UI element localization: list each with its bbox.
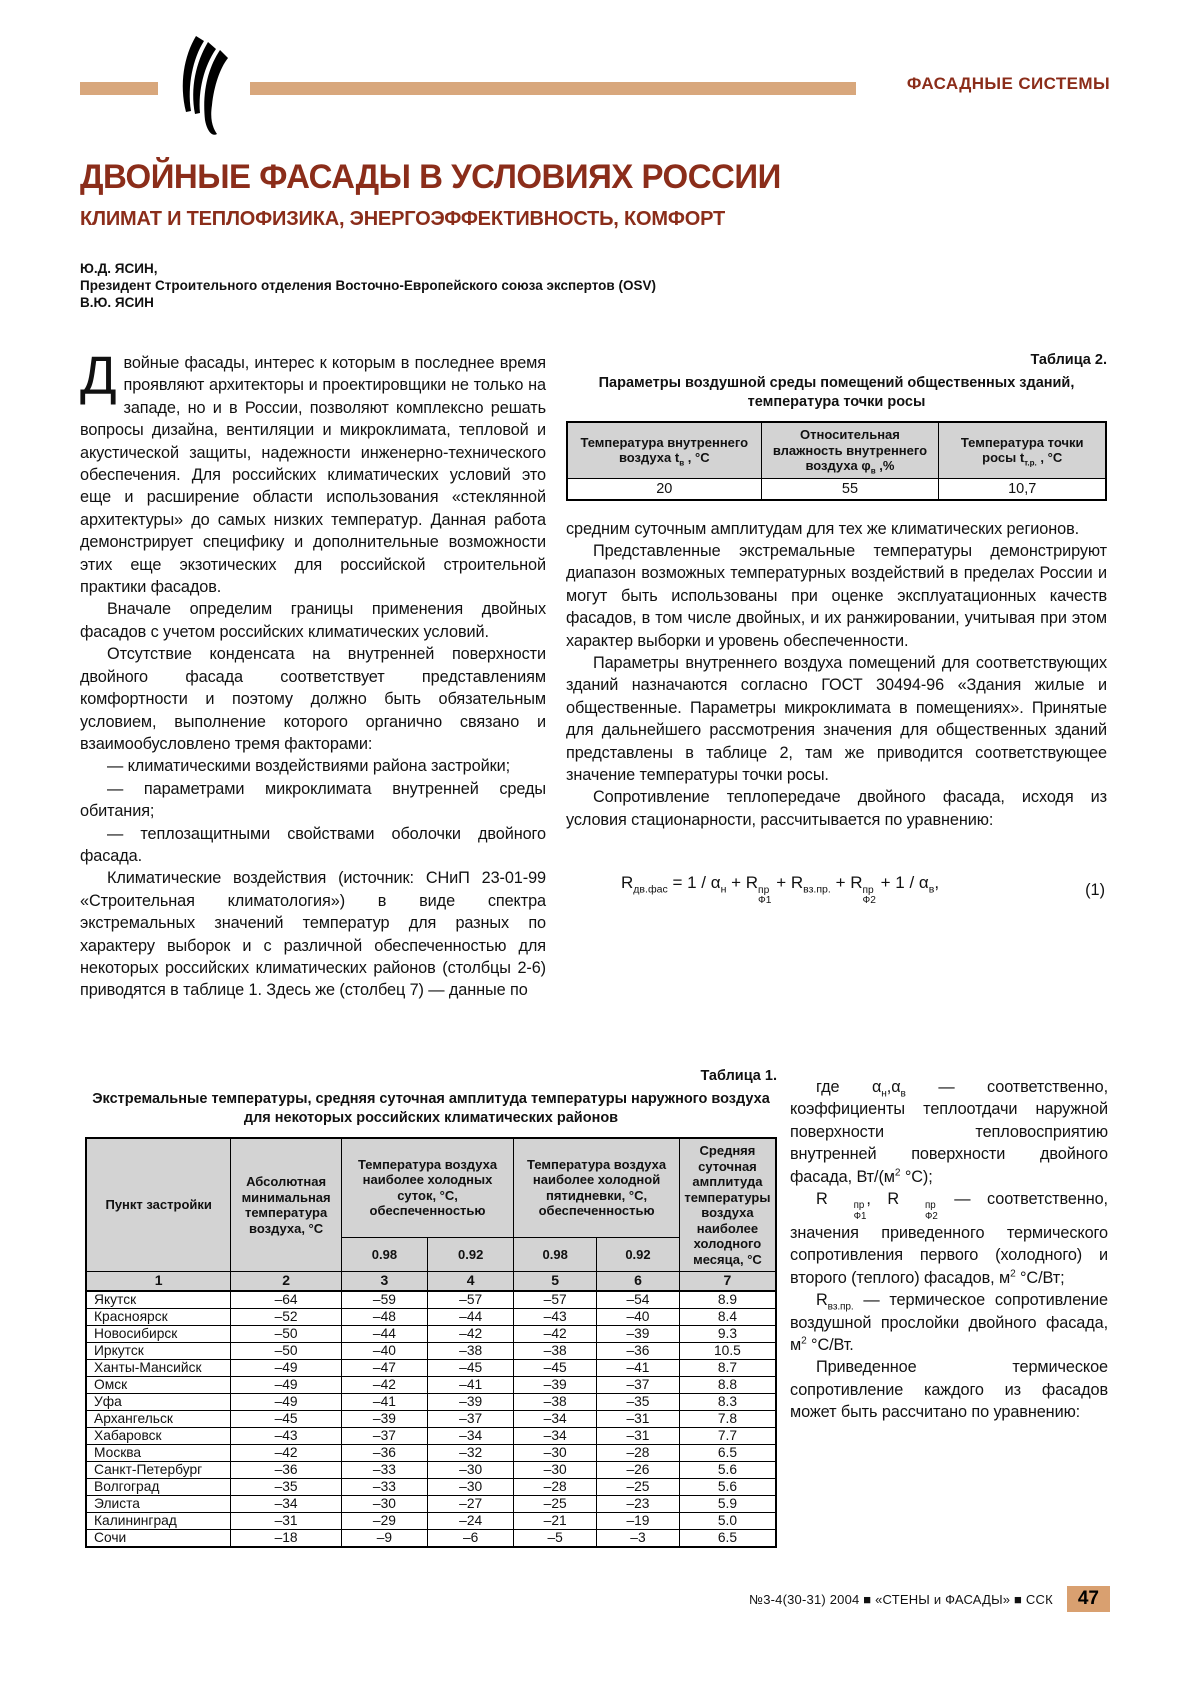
value-cell: –32 xyxy=(428,1444,514,1461)
value-cell: –34 xyxy=(428,1427,514,1444)
value-cell: –38 xyxy=(428,1342,514,1359)
paragraph: R пр Ф1 , R пр Ф2 — соответственно, значения приведенного термического сопротивления первого (холодного) и второго (теплого) фасадов, $м^2$ °С/Вт; xyxy=(790,1190,1108,1287)
column-number: 1 xyxy=(86,1272,231,1291)
list-item: — параметрами микроклимата внутренней среды обитания; xyxy=(80,779,546,821)
sub-header: 0.98 xyxy=(514,1237,597,1271)
page-number-badge: 47 xyxy=(1067,1586,1110,1612)
value-cell: –57 xyxy=(428,1291,514,1309)
value-cell: –28 xyxy=(597,1444,680,1461)
value-cell: 6.5 xyxy=(679,1529,776,1547)
value-cell: –30 xyxy=(428,1478,514,1495)
issue-info: №3-4(30-31) 2004 ■ «СТЕНЫ и ФАСАДЫ» ■ ССК xyxy=(749,1591,1053,1607)
paragraph: Приведенное термическое сопротивление каждого из фасадов может быть рассчитано по уравнению: xyxy=(790,1358,1108,1422)
value-cell: –37 xyxy=(597,1376,680,1393)
value-cell: –49 xyxy=(231,1359,341,1376)
page-subtitle: КЛИМАТ И ТЕПЛОФИЗИКА, ЭНЕРГОЭФФЕКТИВНОСТЬ, КОМФОРТ xyxy=(80,208,725,230)
publisher-logo-icon xyxy=(166,34,238,143)
table-row xyxy=(86,1461,776,1478)
value-cell: 8.9 xyxy=(679,1291,776,1309)
value-cell: –48 xyxy=(341,1308,427,1325)
column-number: 5 xyxy=(514,1272,597,1291)
equation-formula: $R_{дв.фас} = 1 / \alpha_н + R$ пр Ф1 + $R_{вз.пр.} + R$ пр Ф2 + $1 / \alpha_в$, xyxy=(621,873,940,907)
right-column xyxy=(566,352,1107,907)
value-cell: –3 xyxy=(597,1529,680,1547)
value-cell: –29 xyxy=(341,1512,427,1529)
value-cell: –30 xyxy=(341,1495,427,1512)
value-cell: –44 xyxy=(428,1308,514,1325)
value-cell: –57 xyxy=(514,1291,597,1309)
value-cell: –33 xyxy=(341,1478,427,1495)
value-cell: –39 xyxy=(428,1393,514,1410)
section-label: ФАСАДНЫЕ СИСТЕМЫ xyxy=(906,74,1110,93)
value-cell: –42 xyxy=(341,1376,427,1393)
value-cell: –18 xyxy=(231,1529,341,1547)
table-row xyxy=(86,1393,776,1410)
table-row xyxy=(86,1495,776,1512)
value-cell: –44 xyxy=(341,1325,427,1342)
value-cell: –38 xyxy=(514,1342,597,1359)
value-cell: –19 xyxy=(597,1512,680,1529)
value-cell: –39 xyxy=(341,1410,427,1427)
table1-body xyxy=(86,1291,776,1547)
value-cell: –33 xyxy=(341,1461,427,1478)
paragraph: Климатические воздействия (источник: СНиП 23-01-99 «Строительная климатология») в виде спектра экстремальных значений температур для разных по характеру выборок и с различной обеспеченностью для некоторых российских климатических районов (столбцы 2-6) приводятся в таблице 1. Здесь же (столбец 7) — данные по xyxy=(80,869,546,1000)
paragraph: Отсутствие конденсата на внутренней поверхности двойного фасада соответствует представлениям комфортности и поэтому должно быть обязательным условием, выполнение которого органично связано и взаимообусловлено тремя факторами: xyxy=(80,645,546,753)
city-cell: Калининград xyxy=(86,1512,231,1529)
value-cell: –31 xyxy=(597,1427,680,1444)
value-cell: 5.9 xyxy=(679,1495,776,1512)
value-cell: –42 xyxy=(231,1444,341,1461)
column-header: Температура внутреннего воздуха $t_в$ , °С xyxy=(567,422,761,478)
column-number: 7 xyxy=(679,1272,776,1291)
column-header: Пункт застройки xyxy=(86,1138,231,1272)
value-cell: –31 xyxy=(231,1512,341,1529)
page-title: ДВОЙНЫЕ ФАСАДЫ В УСЛОВИЯХ РОССИИ xyxy=(80,158,781,196)
value-cell: –40 xyxy=(341,1342,427,1359)
table1-caption: Экстремальные температуры, средняя суточная амплитуда температуры наружного воздуха для некоторых российских климатических районов xyxy=(92,1091,770,1126)
value-cell: –30 xyxy=(428,1461,514,1478)
equation-1 xyxy=(566,873,1107,907)
value-cell: –27 xyxy=(428,1495,514,1512)
value-cell: –34 xyxy=(514,1410,597,1427)
table-air-parameters xyxy=(566,421,1107,501)
column-header: Абсолютная минимальная температура воздуха, °С xyxy=(231,1138,341,1272)
column-header: Температура точки росы $t_{т.р.}$ , °С xyxy=(939,422,1106,478)
value-cell: –30 xyxy=(514,1444,597,1461)
paragraph: средним суточным амплитудам для тех же климатических регионов. xyxy=(566,519,1080,538)
value-cell: –45 xyxy=(428,1359,514,1376)
value-cell: 20 xyxy=(567,478,761,500)
table2-label: Таблица 2. xyxy=(1030,352,1107,368)
city-cell: Новосибирск xyxy=(86,1325,231,1342)
column-group-header: Температура воздуха наиболее холодной пятидневки, °С, обеспеченностью xyxy=(514,1138,680,1237)
value-cell: –52 xyxy=(231,1308,341,1325)
table-row xyxy=(86,1291,776,1309)
value-cell: –54 xyxy=(597,1291,680,1309)
city-cell: Ханты-Мансийск xyxy=(86,1359,231,1376)
table2-caption: Параметры воздушной среды помещений общественных зданий, температура точки росы xyxy=(598,375,1075,410)
value-cell: 7.8 xyxy=(679,1410,776,1427)
value-cell: –38 xyxy=(514,1393,597,1410)
value-cell: 10,7 xyxy=(939,478,1106,500)
author-line: В.Ю. ЯСИН xyxy=(80,295,154,310)
value-cell: –45 xyxy=(514,1359,597,1376)
column-number: 3 xyxy=(341,1272,427,1291)
value-cell: –28 xyxy=(514,1478,597,1495)
table-row xyxy=(86,1410,776,1427)
paragraph: где $\alpha_н,\alpha_в$ — соответственно, коэффициенты теплоотдачи наружной поверхности тепловосприятию внутренней поверхности двойного фасада, $Вт/(м^2$ °С); xyxy=(790,1078,1108,1186)
list-item: — климатическими воздействиями района застройки; xyxy=(107,757,511,776)
paragraph: Вначале определим границы применения двойных фасадов с учетом российских климатических условий. xyxy=(80,600,546,641)
city-cell: Омск xyxy=(86,1376,231,1393)
city-cell: Сочи xyxy=(86,1529,231,1547)
city-cell: Уфа xyxy=(86,1393,231,1410)
value-cell: –23 xyxy=(597,1495,680,1512)
value-cell: –34 xyxy=(514,1427,597,1444)
sub-header: 0.98 xyxy=(341,1237,427,1271)
drop-cap: Д xyxy=(80,346,117,406)
table-row xyxy=(86,1427,776,1444)
table-row xyxy=(86,1529,776,1547)
value-cell: –64 xyxy=(231,1291,341,1309)
paragraph: Параметры внутреннего воздуха помещений для соответствующих зданий назначаются согласно ГОСТ 30494-96 «Здания жилые и общественные. Параметры микроклимата в помещениях». Принятые для дальнейшего рассмотрения значения для общественных зданий представлены в таблице 2, там же приводится соответствующее значение температуры точки росы. xyxy=(566,653,1107,784)
value-cell: –21 xyxy=(514,1512,597,1529)
value-cell: –34 xyxy=(231,1495,341,1512)
table-row xyxy=(86,1342,776,1359)
value-cell: –39 xyxy=(597,1325,680,1342)
paragraph: $R_{вз.пр.}$ — термическое сопротивление воздушной прослойки двойного фасада, $м^2$ °С/Вт. xyxy=(790,1291,1108,1354)
table-row xyxy=(86,1478,776,1495)
column-header: Относительная влажность внутреннего воздуха $\varphi_в$ ,% xyxy=(761,422,939,478)
value-cell: –36 xyxy=(341,1444,427,1461)
value-cell: –43 xyxy=(231,1427,341,1444)
value-cell: –24 xyxy=(428,1512,514,1529)
value-cell: –42 xyxy=(428,1325,514,1342)
value-cell: –43 xyxy=(514,1308,597,1325)
city-cell: Элиста xyxy=(86,1495,231,1512)
value-cell: –49 xyxy=(231,1376,341,1393)
value-cell: 8.3 xyxy=(679,1393,776,1410)
value-cell: 8.4 xyxy=(679,1308,776,1325)
value-cell: –41 xyxy=(341,1393,427,1410)
value-cell: –41 xyxy=(428,1376,514,1393)
value-cell: –50 xyxy=(231,1325,341,1342)
value-cell: 55 xyxy=(761,478,939,500)
value-cell: –50 xyxy=(231,1342,341,1359)
table1-label: Таблица 1. xyxy=(700,1068,777,1084)
value-cell: –25 xyxy=(514,1495,597,1512)
equation-number: (1) xyxy=(1085,880,1105,899)
paragraph: Сопротивление теплопередаче двойного фасада, исходя из условия стационарности, рассчитывается по уравнению: xyxy=(566,788,1107,829)
value-cell: 10.5 xyxy=(679,1342,776,1359)
author-affiliation: Президент Строительного отделения Восточно-Европейского союза экспертов (OSV) xyxy=(80,278,656,293)
value-cell: –6 xyxy=(428,1529,514,1547)
paragraph: Представленные экстремальные температуры демонстрируют диапазон возможных температурных воздействий в пределах России и могут быть использованы при оценке эксплуатационных качеств фасадов, в том числе двойных, и их ранжировании, учитывая при этом характер выборки и уровень обеспеченности. xyxy=(566,541,1107,650)
city-cell: Санкт-Петербург xyxy=(86,1461,231,1478)
value-cell: –41 xyxy=(597,1359,680,1376)
value-cell: –59 xyxy=(341,1291,427,1309)
value-cell: 7.7 xyxy=(679,1427,776,1444)
table-row xyxy=(86,1444,776,1461)
table-extreme-temperatures xyxy=(85,1137,777,1548)
value-cell: 8.7 xyxy=(679,1359,776,1376)
city-cell: Хабаровск xyxy=(86,1427,231,1444)
table-row xyxy=(86,1325,776,1342)
table1-section xyxy=(85,1068,777,1548)
city-cell: Волгоград xyxy=(86,1478,231,1495)
value-cell: 5.0 xyxy=(679,1512,776,1529)
value-cell: –42 xyxy=(514,1325,597,1342)
value-cell: –40 xyxy=(597,1308,680,1325)
list-item: — теплозащитными свойствами оболочки двойного фасада. xyxy=(80,824,546,865)
value-cell: –37 xyxy=(428,1410,514,1427)
value-cell: 6.5 xyxy=(679,1444,776,1461)
value-cell: –39 xyxy=(514,1376,597,1393)
value-cell: –37 xyxy=(341,1427,427,1444)
table-row xyxy=(86,1308,776,1325)
authors-block xyxy=(80,260,656,311)
city-cell: Якутск xyxy=(86,1291,231,1309)
value-cell: –5 xyxy=(514,1529,597,1547)
value-cell: –30 xyxy=(514,1461,597,1478)
column-header: Средняя суточная амплитуда температуры воздуха наиболее холодного месяца, °С xyxy=(679,1138,776,1272)
column-number: 6 xyxy=(597,1272,680,1291)
value-cell: –26 xyxy=(597,1461,680,1478)
table-row xyxy=(86,1512,776,1529)
value-cell: –36 xyxy=(597,1342,680,1359)
column-number: 4 xyxy=(428,1272,514,1291)
value-cell: –31 xyxy=(597,1410,680,1427)
left-column xyxy=(80,346,546,1002)
value-cell: 8.8 xyxy=(679,1376,776,1393)
value-cell: –35 xyxy=(231,1478,341,1495)
value-cell: –45 xyxy=(231,1410,341,1427)
city-cell: Москва xyxy=(86,1444,231,1461)
city-cell: Архангельск xyxy=(86,1410,231,1427)
column-number: 2 xyxy=(231,1272,341,1291)
value-cell: –35 xyxy=(597,1393,680,1410)
city-cell: Иркутск xyxy=(86,1342,231,1359)
table-row xyxy=(86,1359,776,1376)
sidebar-column xyxy=(790,1076,1108,1424)
column-group-header: Температура воздуха наиболее холодных суток, °С, обеспеченностью xyxy=(341,1138,514,1237)
author-line: Ю.Д. ЯСИН, xyxy=(80,261,158,276)
table-row xyxy=(86,1376,776,1393)
page-footer xyxy=(749,1586,1110,1612)
value-cell: –36 xyxy=(231,1461,341,1478)
sub-header: 0.92 xyxy=(597,1237,680,1271)
value-cell: –47 xyxy=(341,1359,427,1376)
value-cell: 5.6 xyxy=(679,1478,776,1495)
value-cell: –25 xyxy=(597,1478,680,1495)
value-cell: –9 xyxy=(341,1529,427,1547)
paragraph: Двойные фасады, интерес к которым в последнее время проявляют архитекторы и проектировщики не только на западе, но и в России, позволяют комплексно решать вопросы дизайна, вентиляции и микроклимата, тепловой и акустической защиты, надежности инженерно-технического обеспечения. Для российских климатических условий это еще и расширение области использования «стеклянной архитектуры» до самых низких температур. Данная работа демонстрирует специфику и дополнительные возможности этих еще экзотических для российской строительной практики фасадов. xyxy=(80,346,546,597)
value-cell: 5.6 xyxy=(679,1461,776,1478)
value-cell: 9.3 xyxy=(679,1325,776,1342)
sub-header: 0.92 xyxy=(428,1237,514,1271)
value-cell: –49 xyxy=(231,1393,341,1410)
city-cell: Красноярск xyxy=(86,1308,231,1325)
